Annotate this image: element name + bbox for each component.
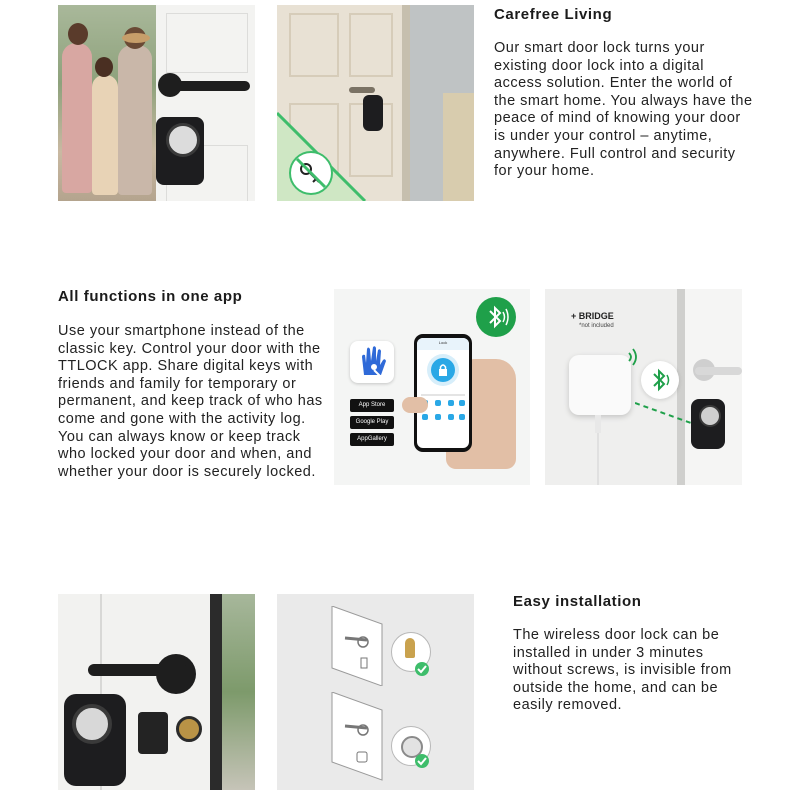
bridge-label: + BRIDGE — [571, 311, 614, 321]
no-key-icon — [289, 151, 333, 195]
google-play-label: Google Play — [355, 419, 389, 425]
app-store-label: App Store — [358, 402, 386, 408]
google-play-badge[interactable] — [350, 416, 394, 429]
section3-heading: Easy installation — [513, 593, 642, 610]
phone-title: Lock — [438, 340, 448, 345]
bridge-device — [569, 355, 631, 415]
family-door-photo — [58, 5, 255, 201]
unlock-icon[interactable] — [431, 358, 455, 382]
section1-heading: Carefree Living — [494, 6, 613, 23]
appgallery-label: AppGallery — [357, 436, 387, 442]
app-store-badge[interactable] — [350, 399, 394, 412]
smartphone — [414, 334, 472, 452]
check-icon-2 — [415, 754, 429, 768]
bluetooth-icon — [476, 297, 516, 337]
ttlock-app-image — [334, 289, 530, 485]
bridge-image — [545, 289, 742, 485]
installation-diagram — [277, 594, 474, 790]
lock-parts-photo — [58, 594, 255, 790]
door-lock-nokey-photo — [277, 5, 474, 201]
ttlock-logo-icon — [350, 341, 394, 383]
check-icon — [415, 662, 429, 676]
bridge-note: *not included — [579, 323, 614, 329]
section1-body: Our smart door lock turns your existing door lock into a digital access solution. Enter the world of the smart home. You always have the peace of mind of knowing your door is under your control – anytime, anywhere. Full control and security for your home. — [494, 40, 753, 180]
bluetooth-bridge-icon — [641, 361, 679, 399]
appgallery-badge[interactable] — [350, 433, 394, 446]
section2-heading: All functions in one app — [58, 288, 243, 305]
section3-body: The wireless door lock can be installed in under 3 minutes without screws, is invisible from outside the home, and can be easily removed. — [513, 627, 732, 714]
section2-body: Use your smartphone instead of the classic key. Control your door with the TTLOCK app. Share digital keys with friends and family for temporary or permanent, and keep track of who has come and gone with the activity log. You can always know or keep track who locked your door and when, and whether your door is securely locked. — [58, 323, 323, 480]
